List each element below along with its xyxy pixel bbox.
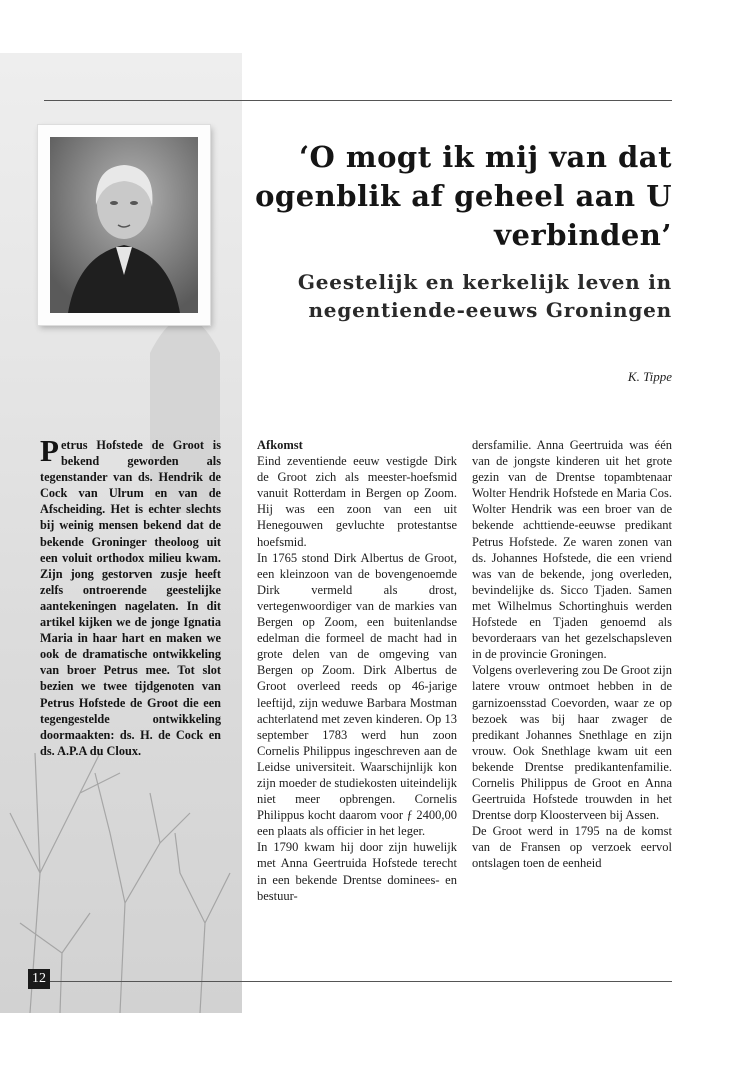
paragraph: De Groot werd in 1795 na de komst van de Fransen op verzoek eervol ontslagen toen de eenheid xyxy=(472,824,672,871)
paragraph: In 1765 stond Dirk Albertus de Groot, een kleinzoon van de bovengenoemde Dirk vermeld als drost, vertegenwoordiger van de markies van Bergen op Zoom, een buitenlandse edelman die formeel de macht had in grote delen van de omgeving van Bergen op Zoom. Dirk Albertus de Groot overleed reeds op 46-jarige leeftijd, zijn weduwe Barbara Mostman achterlatend met zeven kinderen. Op 13 september 1783 werd hun zoon Cornelis Philippus ingeschreven aan de Leidse universiteit. Waarschijnlijk kon zijn moeder de studiekosten uiteindelijk niet meer opbrengen. Cornelis Philippus kocht daarom voor ƒ 2400,00 een plaats als officier in het leger. xyxy=(257,550,457,839)
top-rule xyxy=(44,100,672,101)
page-number: 12 xyxy=(28,969,50,989)
text-column-1 xyxy=(257,437,457,904)
section-heading: Afkomst xyxy=(257,438,303,452)
drop-cap: P xyxy=(40,433,59,468)
text-column-2 xyxy=(472,437,672,872)
article-subtitle: Geestelijk en kerkelijk leven in negentiende-eeuws Groningen xyxy=(297,270,672,322)
intro-text: etrus Hofstede de Groot is bekend geworden als tegenstander van ds. Hendrik de Cock van Ulrum en van de Afscheiding. Het is echter slechts bij weinig mensen bekend dat de bekende Groninger theoloog uit een voluit orthodox milieu kwam. Zijn jong gestorven zusje heeft zelfs ontroerende geestelijke aantekeningen nagelaten. In dit artikel kijken we de jonge Ignatia Maria in haar hart en maken we ook de dramatische ontwikkeling van broer Petrus mee. Tot slot bezien we twee tijdgenoten van Petrus Hofstede de Groot die een tegengestelde ontwikkeling doormaakten: ds. H. de Cock en ds. A.P.A du Cloux. xyxy=(40,438,221,758)
bottom-rule xyxy=(50,981,672,982)
author-name: K. Tippe xyxy=(627,369,672,384)
portrait-photo xyxy=(38,125,210,325)
article-title: ‘O mogt ik mij van dat ogenblik af geheel aan U verbinden’ xyxy=(255,140,672,252)
paragraph: Volgens overlevering zou De Groot zijn latere vrouw ontmoet hebben in de garnizoensstad Coevorden, waar ze op bezoek was bij haar zwager de predikant Johannes Snethlage en zijn vrouw. Ook Snethlage kwam uit een bekende Drentse predikantenfamilie. Cornelis Philippus de Groot en Anna Geertruida Hofstede trouwden in het Drentse dorp Kloosterveen bij Assen. xyxy=(472,663,672,823)
paragraph: Eind zeventiende eeuw vestigde Dirk de Groot zich als meester-hoefsmid vanuit Rotterdam in Bergen op Zoom. Hij was een zoon van een uit Henegouwen gevluchte protestantse hoefsmid. xyxy=(257,454,457,549)
paragraph: dersfamilie. Anna Geertruida was één van de jongste kinderen uit het grote gezin van de Drentse topambtenaar Wolter Hendrik Hofstede en Maria Cos. Wolter Hendrik was een broer van de bekende achttiende-eeuwse predikant Petrus Hofstede. Ze waren zonen van ds. Johannes Hofstede, die een vriend was van de bekende, jong overleden, bevindelijke ds. Sicco Tjaden. Samen met Wilhelmus Schortinghuis werden Hofstede en Tjaden genoemd als bevorderaars van het gezelschapsleven in de provincie Groningen. xyxy=(472,438,672,662)
intro-paragraph xyxy=(40,433,221,759)
paragraph: In 1790 kwam hij door zijn huwelijk met Anna Geertruida Hofstede terecht in een bekende Drentse dominees- en bestuur- xyxy=(257,840,457,903)
